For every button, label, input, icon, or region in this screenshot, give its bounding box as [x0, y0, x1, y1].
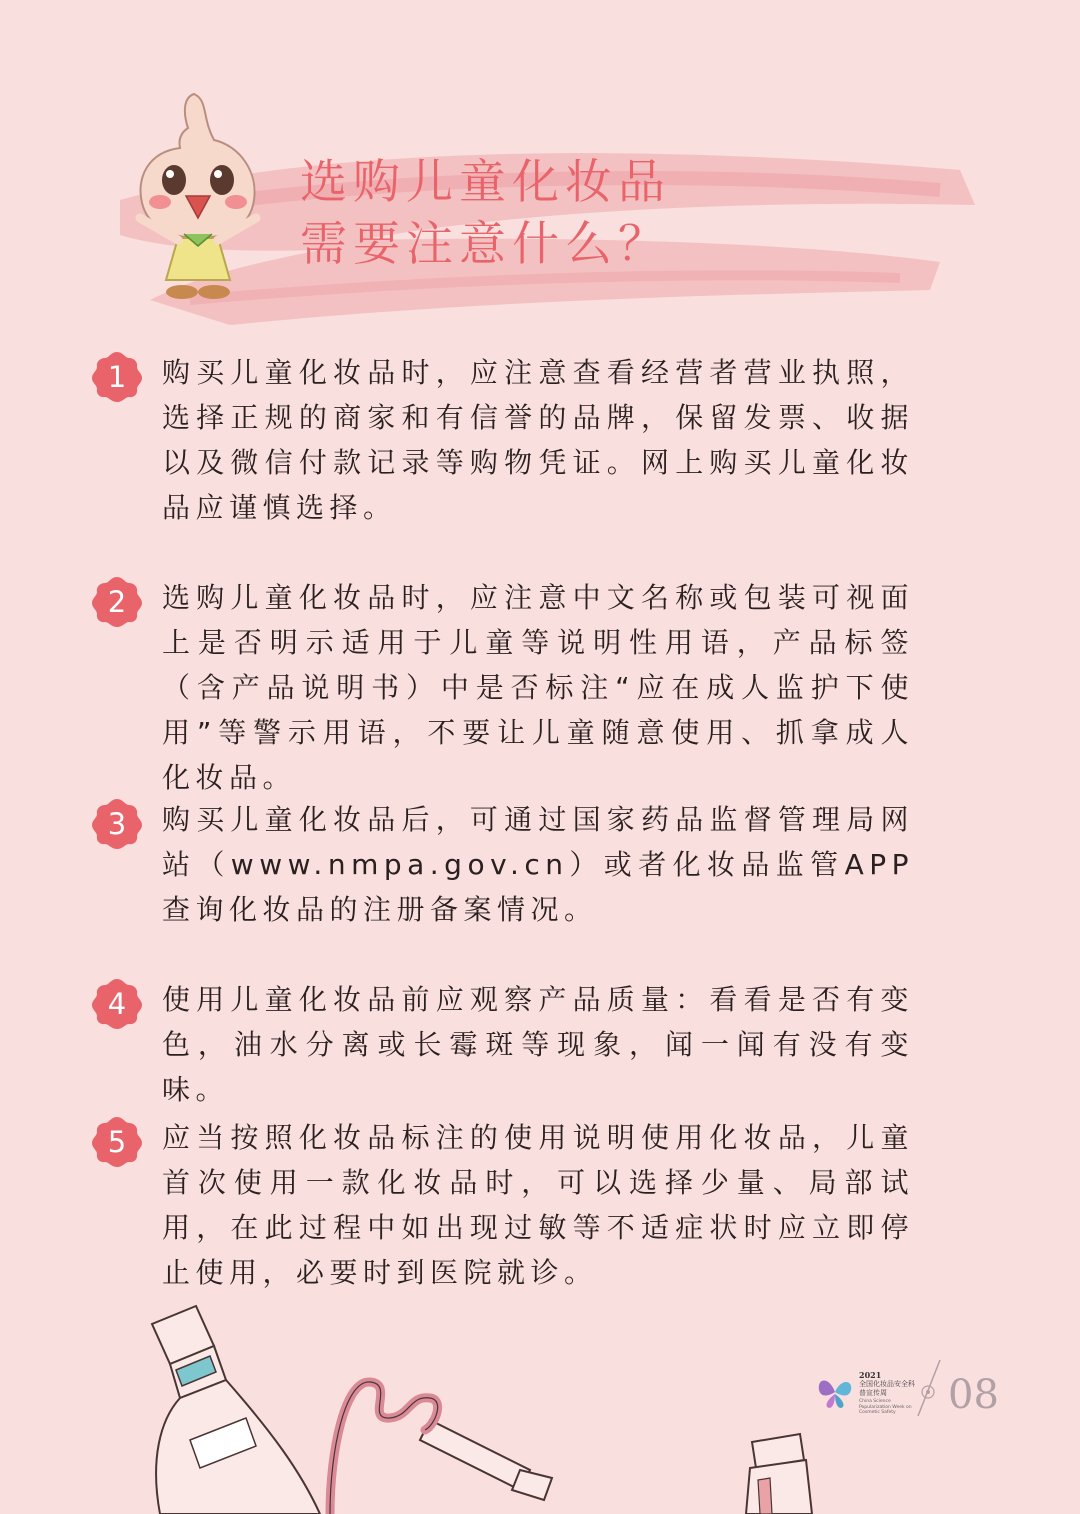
page-title: [300, 152, 671, 276]
logo-en-text: China Science Popularization Week on Cosmetic Safety: [859, 1399, 912, 1415]
divider-slash: [912, 1358, 946, 1418]
item-number: 3: [107, 807, 127, 841]
mascot-illustration: [118, 88, 278, 303]
item-text: 应当按照化妆品标注的使用说明使用化妆品，儿童首次使用一款化妆品时，可以选择少量、局部试用，在此过程中如出现过敏等不适症状时应立即停止使用，必要时到医院就诊。: [162, 1121, 914, 1289]
flower-badge-icon: [90, 977, 144, 1031]
flower-badge-icon: [90, 575, 144, 629]
item-text: 选购儿童化妆品时，应注意中文名称或包装可视面上是否明示适用于儿童等说明性用语，产品标签（含产品说明书）中是否标注“应在成人监护下使用”等警示用语，不要让儿童随意使用、抓拿成人化妆品。: [162, 581, 914, 794]
page-number: 08: [948, 1372, 999, 1418]
title-line-1: 选购儿童化妆品: [300, 155, 671, 210]
logo-cn-text: 全国化妆品安全科普宣传周: [859, 1380, 915, 1397]
logo-year: 2021: [859, 1370, 882, 1380]
flower-badge-icon: [90, 797, 144, 851]
flower-badge-icon: [90, 1115, 144, 1169]
item-number: 2: [107, 585, 127, 619]
butterfly-logo-icon: [815, 1372, 855, 1412]
item-number: 5: [107, 1125, 127, 1159]
item-text: 购买儿童化妆品后，可通过国家药品监督管理局网站（www.nmpa.gov.cn）或者化妆品监管APP查询化妆品的注册备案情况。: [162, 803, 914, 926]
flower-badge-icon: [90, 350, 144, 404]
item-text: 购买儿童化妆品时，应注意查看经营者营业执照，选择正规的商家和有信誉的品牌，保留发票、收据以及微信付款记录等购物凭证。网上购买儿童化妆品应谨慎选择。: [162, 356, 914, 524]
item-number: 1: [107, 360, 127, 394]
item-text: 使用儿童化妆品前应观察产品质量：看看是否有变色，油水分离或长霉斑等现象，闻一闻有没有变味。: [162, 983, 914, 1106]
title-line-2: 需要注意什么？: [300, 217, 671, 272]
item-number: 4: [107, 987, 127, 1021]
